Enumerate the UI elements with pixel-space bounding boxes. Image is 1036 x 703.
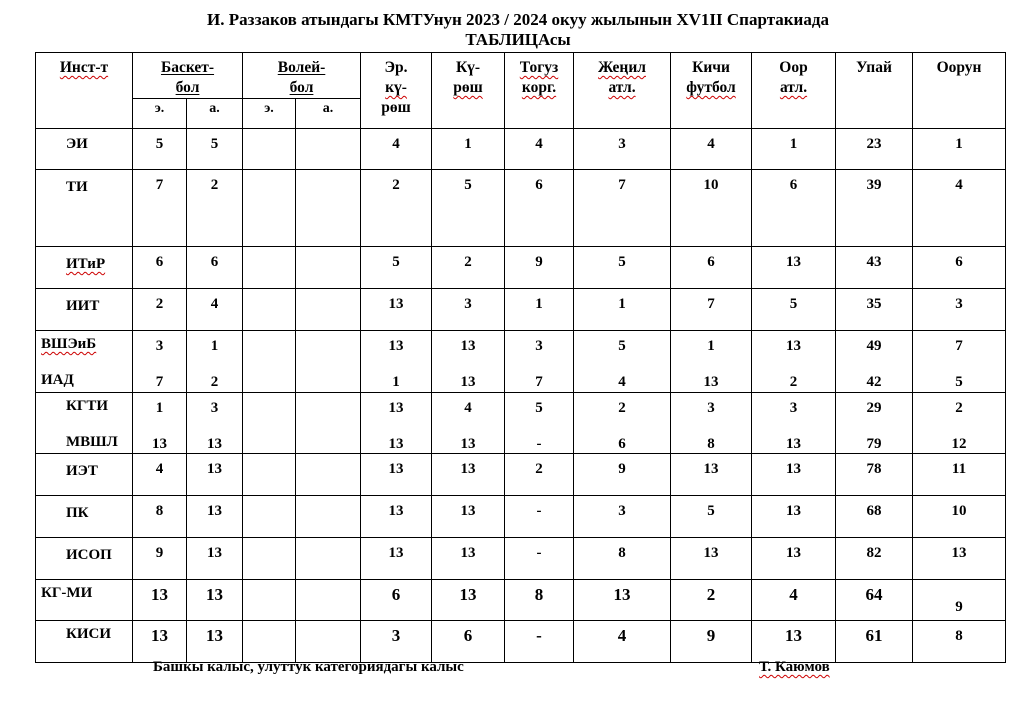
cell-athletics: 3 — [574, 129, 671, 170]
cell-volley-e — [243, 170, 296, 247]
cell-wrestling: 6 — [361, 580, 432, 621]
cell-athletics: 13 — [574, 580, 671, 621]
cell-volley-e — [243, 289, 296, 331]
cell-volley-e — [243, 393, 296, 454]
cell-institute: ИСОП — [36, 538, 133, 580]
cell-minifootball: 6 — [671, 247, 752, 289]
cell-minifootball: 9 — [671, 621, 752, 663]
header-place: Оорун — [913, 53, 1006, 129]
cell-volley-a — [296, 129, 361, 170]
cell-institute: ТИ — [36, 170, 133, 247]
cell-volley-a — [296, 538, 361, 580]
cell-basket-e: 6 — [133, 247, 187, 289]
cell-toguz: 6 — [505, 170, 574, 247]
table-row — [36, 170, 1006, 247]
cell-volley-e — [243, 247, 296, 289]
cell-volley-e — [243, 621, 296, 663]
cell-weightlifting: 13 — [752, 247, 836, 289]
cell-place: 2 12 — [913, 393, 1006, 454]
cell-basket-e: 2 — [133, 289, 187, 331]
cell-toguz: - — [505, 621, 574, 663]
cell-basket-a: 13 — [187, 496, 243, 538]
header-weightlifting: Оор атл. — [752, 53, 836, 129]
cell-institute: ИИТ — [36, 289, 133, 331]
cell-place: 7 5 — [913, 331, 1006, 393]
cell-minifootball: 1 13 — [671, 331, 752, 393]
cell-kurosh: 13 — [432, 496, 505, 538]
cell-volley-a — [296, 331, 361, 393]
table-row — [36, 129, 1006, 170]
cell-wrestling: 5 — [361, 247, 432, 289]
cell-place: 6 — [913, 247, 1006, 289]
cell-kurosh: 4 13 — [432, 393, 505, 454]
header-wrestling: Эр. кү- рөш — [361, 53, 432, 129]
cell-place: 9 — [913, 580, 1006, 621]
table-row — [36, 538, 1006, 580]
table-row — [36, 331, 1006, 393]
header-basket-e: э. — [133, 99, 187, 129]
cell-institute: ИТиР — [36, 247, 133, 289]
cell-toguz: 9 — [505, 247, 574, 289]
cell-basket-a: 13 — [187, 621, 243, 663]
cell-volley-e — [243, 496, 296, 538]
cell-basket-e: 4 — [133, 454, 187, 496]
document-title: И. Раззаков атындагы КМТУнун 2023 / 2024 окуу жылынын XV1II Спартакиада — [207, 10, 829, 29]
header-minifootball: Кичи футбол — [671, 53, 752, 129]
cell-volley-a — [296, 247, 361, 289]
header-inst: Инст-т — [36, 53, 133, 129]
cell-institute: КИСИ — [36, 621, 133, 663]
cell-wrestling: 13 — [361, 289, 432, 331]
cell-athletics: 5 — [574, 247, 671, 289]
header-basketball: Баскет- бол — [133, 53, 243, 99]
cell-weightlifting: 6 — [752, 170, 836, 247]
cell-volley-a — [296, 580, 361, 621]
cell-volley-e — [243, 454, 296, 496]
header-kurosh: Кү- рөш — [432, 53, 505, 129]
cell-basket-a: 5 — [187, 129, 243, 170]
cell-minifootball: 5 — [671, 496, 752, 538]
cell-weightlifting: 13 — [752, 454, 836, 496]
cell-kurosh: 13 13 — [432, 331, 505, 393]
cell-basket-e: 3 7 — [133, 331, 187, 393]
cell-volley-a — [296, 496, 361, 538]
cell-institute: КГТИ МВШЛ — [36, 393, 133, 454]
cell-kurosh: 3 — [432, 289, 505, 331]
cell-basket-a: 1 2 — [187, 331, 243, 393]
cell-volley-e — [243, 331, 296, 393]
cell-wrestling: 2 — [361, 170, 432, 247]
cell-volley-a — [296, 454, 361, 496]
cell-wrestling: 13 13 — [361, 393, 432, 454]
table-row — [36, 454, 1006, 496]
cell-wrestling: 13 — [361, 496, 432, 538]
cell-basket-e: 13 — [133, 621, 187, 663]
table-row — [36, 289, 1006, 331]
cell-basket-e: 13 — [133, 580, 187, 621]
cell-kurosh: 5 — [432, 170, 505, 247]
cell-basket-a: 4 — [187, 289, 243, 331]
cell-weightlifting: 4 — [752, 580, 836, 621]
cell-minifootball: 3 8 — [671, 393, 752, 454]
cell-points: 61 — [836, 621, 913, 663]
cell-athletics: 8 — [574, 538, 671, 580]
cell-basket-e: 7 — [133, 170, 187, 247]
header-volley-a: а. — [296, 99, 361, 129]
table-row — [36, 393, 1006, 454]
cell-place: 4 — [913, 170, 1006, 247]
cell-basket-e: 8 — [133, 496, 187, 538]
header-basket-a: а. — [187, 99, 243, 129]
cell-basket-a: 13 — [187, 538, 243, 580]
header-points: Упай — [836, 53, 913, 129]
cell-minifootball: 10 — [671, 170, 752, 247]
cell-points: 78 — [836, 454, 913, 496]
cell-institute: ЭИ — [36, 129, 133, 170]
cell-kurosh: 13 — [432, 454, 505, 496]
cell-basket-a: 13 — [187, 580, 243, 621]
cell-kurosh: 6 — [432, 621, 505, 663]
chief-judge-label: Башкы калыс, улуттук категориядагы калыс — [153, 659, 464, 675]
table-row — [36, 247, 1006, 289]
cell-weightlifting: 13 — [752, 621, 836, 663]
cell-points: 35 — [836, 289, 913, 331]
cell-toguz: - — [505, 538, 574, 580]
cell-volley-a — [296, 393, 361, 454]
cell-points: 23 — [836, 129, 913, 170]
cell-points: 68 — [836, 496, 913, 538]
cell-toguz: 2 — [505, 454, 574, 496]
cell-athletics: 7 — [574, 170, 671, 247]
cell-kurosh: 13 — [432, 538, 505, 580]
cell-weightlifting: 13 — [752, 496, 836, 538]
cell-volley-e — [243, 580, 296, 621]
cell-points: 49 42 — [836, 331, 913, 393]
cell-basket-a: 2 — [187, 170, 243, 247]
results-table — [35, 52, 1006, 663]
cell-minifootball: 13 — [671, 454, 752, 496]
cell-institute: ПК — [36, 496, 133, 538]
cell-kurosh: 1 — [432, 129, 505, 170]
cell-place: 3 — [913, 289, 1006, 331]
cell-points: 39 — [836, 170, 913, 247]
cell-volley-a — [296, 289, 361, 331]
cell-kurosh: 2 — [432, 247, 505, 289]
cell-basket-e: 1 13 — [133, 393, 187, 454]
cell-volley-e — [243, 129, 296, 170]
cell-athletics: 3 — [574, 496, 671, 538]
cell-athletics: 4 — [574, 621, 671, 663]
cell-athletics: 9 — [574, 454, 671, 496]
cell-minifootball: 2 — [671, 580, 752, 621]
header-volleyball: Волей- бол — [243, 53, 361, 99]
cell-points: 82 — [836, 538, 913, 580]
cell-toguz: 8 — [505, 580, 574, 621]
cell-basket-a: 3 13 — [187, 393, 243, 454]
cell-minifootball: 4 — [671, 129, 752, 170]
cell-volley-e — [243, 538, 296, 580]
cell-place: 1 — [913, 129, 1006, 170]
cell-wrestling: 13 — [361, 538, 432, 580]
cell-athletics: 2 6 — [574, 393, 671, 454]
document-subtitle: ТАБЛИЦАсы — [465, 30, 571, 49]
cell-weightlifting: 13 — [752, 538, 836, 580]
cell-volley-a — [296, 170, 361, 247]
cell-institute: ИЭТ — [36, 454, 133, 496]
cell-weightlifting: 3 13 — [752, 393, 836, 454]
cell-toguz: 4 — [505, 129, 574, 170]
cell-wrestling: 13 1 — [361, 331, 432, 393]
cell-wrestling: 4 — [361, 129, 432, 170]
cell-place: 8 — [913, 621, 1006, 663]
cell-weightlifting: 13 2 — [752, 331, 836, 393]
cell-volley-a — [296, 621, 361, 663]
table-row — [36, 621, 1006, 663]
cell-place: 13 — [913, 538, 1006, 580]
cell-weightlifting: 1 — [752, 129, 836, 170]
table-row — [36, 496, 1006, 538]
cell-wrestling: 13 — [361, 454, 432, 496]
cell-basket-e: 9 — [133, 538, 187, 580]
cell-athletics: 1 — [574, 289, 671, 331]
header-toguz: Тогуз корг. — [505, 53, 574, 129]
cell-minifootball: 13 — [671, 538, 752, 580]
cell-toguz: - — [505, 496, 574, 538]
cell-weightlifting: 5 — [752, 289, 836, 331]
cell-place: 11 — [913, 454, 1006, 496]
cell-institute: КГ-МИ — [36, 580, 133, 621]
cell-toguz: 3 7 — [505, 331, 574, 393]
cell-points: 43 — [836, 247, 913, 289]
cell-minifootball: 7 — [671, 289, 752, 331]
cell-toguz: 1 — [505, 289, 574, 331]
cell-points: 29 79 — [836, 393, 913, 454]
header-volley-e: э. — [243, 99, 296, 129]
judge-name: Т. Каюмов — [759, 659, 830, 675]
cell-place: 10 — [913, 496, 1006, 538]
table-row — [36, 580, 1006, 621]
cell-toguz: 5 - — [505, 393, 574, 454]
cell-kurosh: 13 — [432, 580, 505, 621]
cell-wrestling: 3 — [361, 621, 432, 663]
cell-points: 64 — [836, 580, 913, 621]
cell-basket-e: 5 — [133, 129, 187, 170]
cell-basket-a: 13 — [187, 454, 243, 496]
cell-athletics: 5 4 — [574, 331, 671, 393]
cell-institute: ВШЭиБ ИАД — [36, 331, 133, 393]
cell-basket-a: 6 — [187, 247, 243, 289]
header-athletics: Жеңил атл. — [574, 53, 671, 129]
